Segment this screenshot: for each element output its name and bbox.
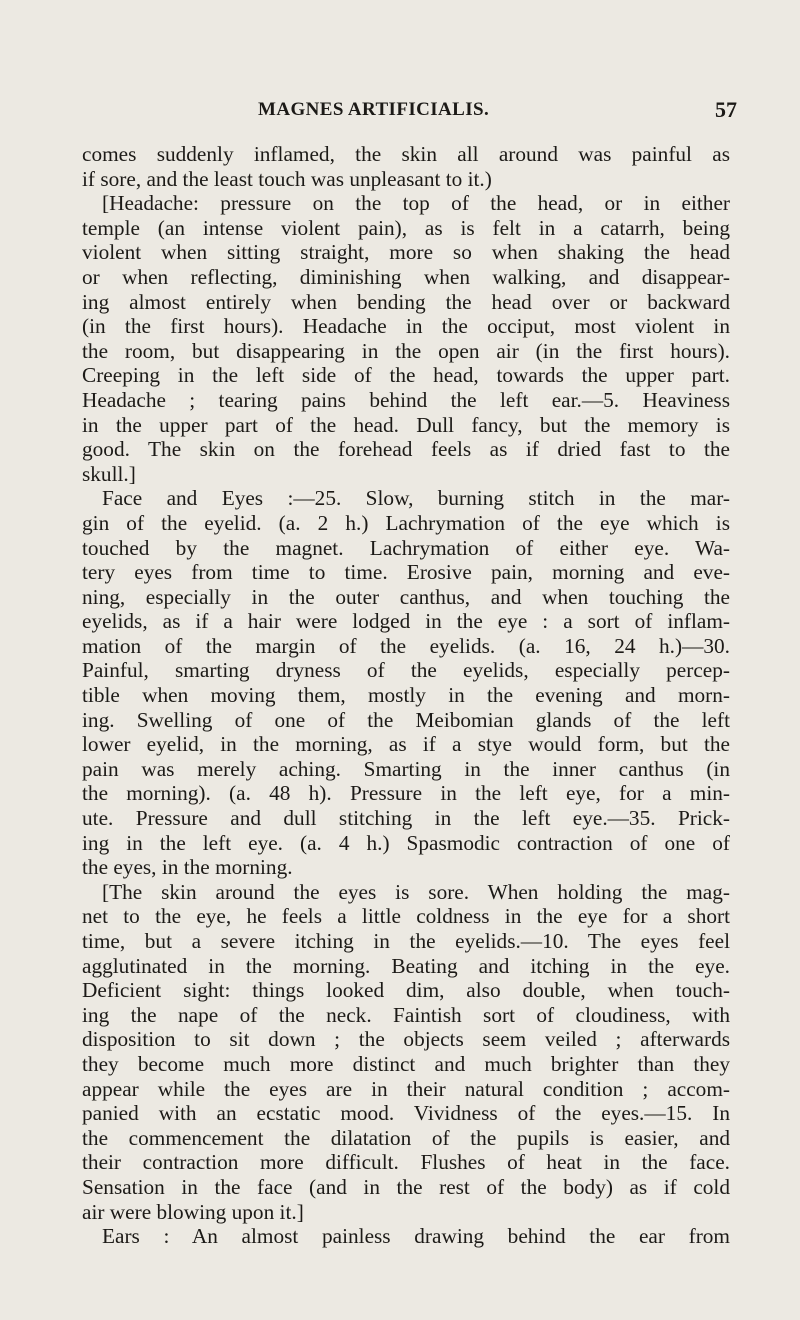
text-line: Headache ; tearing pains behind the left ear.—5. Heaviness [82, 387, 730, 412]
text-line: skull.] [82, 461, 136, 486]
text-line: the room, but disappearing in the open air (in the first hours). [82, 338, 730, 363]
body-text [82, 142, 730, 1249]
text-line: [The skin around the eyes is sore. When holding the mag- [102, 879, 730, 904]
text-line: comes suddenly inflamed, the skin all around was painful as [82, 142, 730, 166]
text-line: good. The skin on the forehead feels as if dried fast to the [82, 437, 730, 462]
text-line: air were blowing upon it.] [82, 1199, 304, 1224]
text-line: or when reflecting, diminishing when walking, and disappear- [82, 264, 730, 289]
section-heading-line: Face and Eyes :—25. Slow, burning stitch in the mar- [102, 486, 730, 511]
text-line: [Headache: pressure on the top of the head, or in either [102, 191, 730, 216]
text-line: the morning). (a. 48 h). Pressure in the left eye, for a min- [82, 781, 730, 806]
running-head: MAGNES ARTIFICIALIS. [258, 99, 490, 120]
text-line: eyelids, as if a hair were lodged in the eye : a sort of inflam- [82, 609, 730, 634]
text-line: panied with an ecstatic mood. Vividness of the eyes.—15. In [82, 1101, 730, 1126]
text-line: tery eyes from time to time. Erosive pain, morning and eve- [82, 560, 730, 585]
text-line: ing the nape of the neck. Faintish sort of cloudiness, with [82, 1002, 730, 1027]
text-line: the commencement the dilatation of the pupils is easier, and [82, 1125, 730, 1150]
text-line: they become much more distinct and much brighter than they [82, 1051, 730, 1076]
text-line: violent when sitting straight, more so when shaking the head [82, 240, 730, 265]
text-line: appear while the eyes are in their natural condition ; accom- [82, 1076, 730, 1101]
text-line: pain was merely aching. Smarting in the inner canthus (in [82, 756, 730, 781]
text-line: Painful, smarting dryness of the eyelids, especially percep- [82, 658, 730, 683]
text-line: (in the first hours). Headache in the occiput, most violent in [82, 314, 730, 339]
text-line: ing. Swelling of one of the Meibomian glands of the left [82, 707, 730, 732]
text-line: temple (an intense violent pain), as is felt in a catarrh, being [82, 215, 730, 240]
text-line: Deficient sight: things looked dim, also double, when touch- [82, 978, 730, 1003]
text-line: the eyes, in the morning. [82, 855, 293, 880]
text-line: if sore, and the least touch was unpleasant to it.) [82, 166, 492, 191]
text-line: gin of the eyelid. (a. 2 h.) Lachrymation of the eye which is [82, 510, 730, 535]
text-line: mation of the margin of the eyelids. (a. 16, 24 h.)—30. [82, 633, 730, 658]
text-line: time, but a severe itching in the eyelids.—10. The eyes feel [82, 929, 730, 953]
text-line: ing almost entirely when bending the head over or backward [82, 289, 730, 314]
text-line: ning, especially in the outer canthus, and when touching the [82, 584, 730, 609]
page-number: 57 [715, 97, 737, 122]
text-line: ute. Pressure and dull stitching in the left eye.—35. Prick- [82, 806, 730, 831]
section-heading-line: Ears : An almost painless drawing behind the ear from [102, 1224, 730, 1249]
text-line: Sensation in the face (and in the rest of the body) as if cold [82, 1174, 730, 1199]
text-line: touched by the magnet. Lachrymation of either eye. Wa- [82, 535, 730, 560]
text-line: their contraction more difficult. Flushes of heat in the face. [82, 1150, 730, 1175]
text-line: lower eyelid, in the morning, as if a stye would form, but the [82, 732, 730, 757]
text-line: agglutinated in the morning. Beating and itching in the eye. [82, 953, 730, 978]
text-line: tible when moving them, mostly in the evening and morn- [82, 683, 730, 708]
page-header [0, 97, 800, 127]
text-line: disposition to sit down ; the objects seem veiled ; afterwards [82, 1027, 730, 1052]
text-line: Creeping in the left side of the head, towards the upper part. [82, 363, 730, 388]
text-line: net to the eye, he feels a little coldness in the eye for a short [82, 904, 730, 929]
text-line: ing in the left eye. (a. 4 h.) Spasmodic contraction of one of [82, 830, 730, 855]
text-line: in the upper part of the head. Dull fancy, but the memory is [82, 412, 730, 437]
